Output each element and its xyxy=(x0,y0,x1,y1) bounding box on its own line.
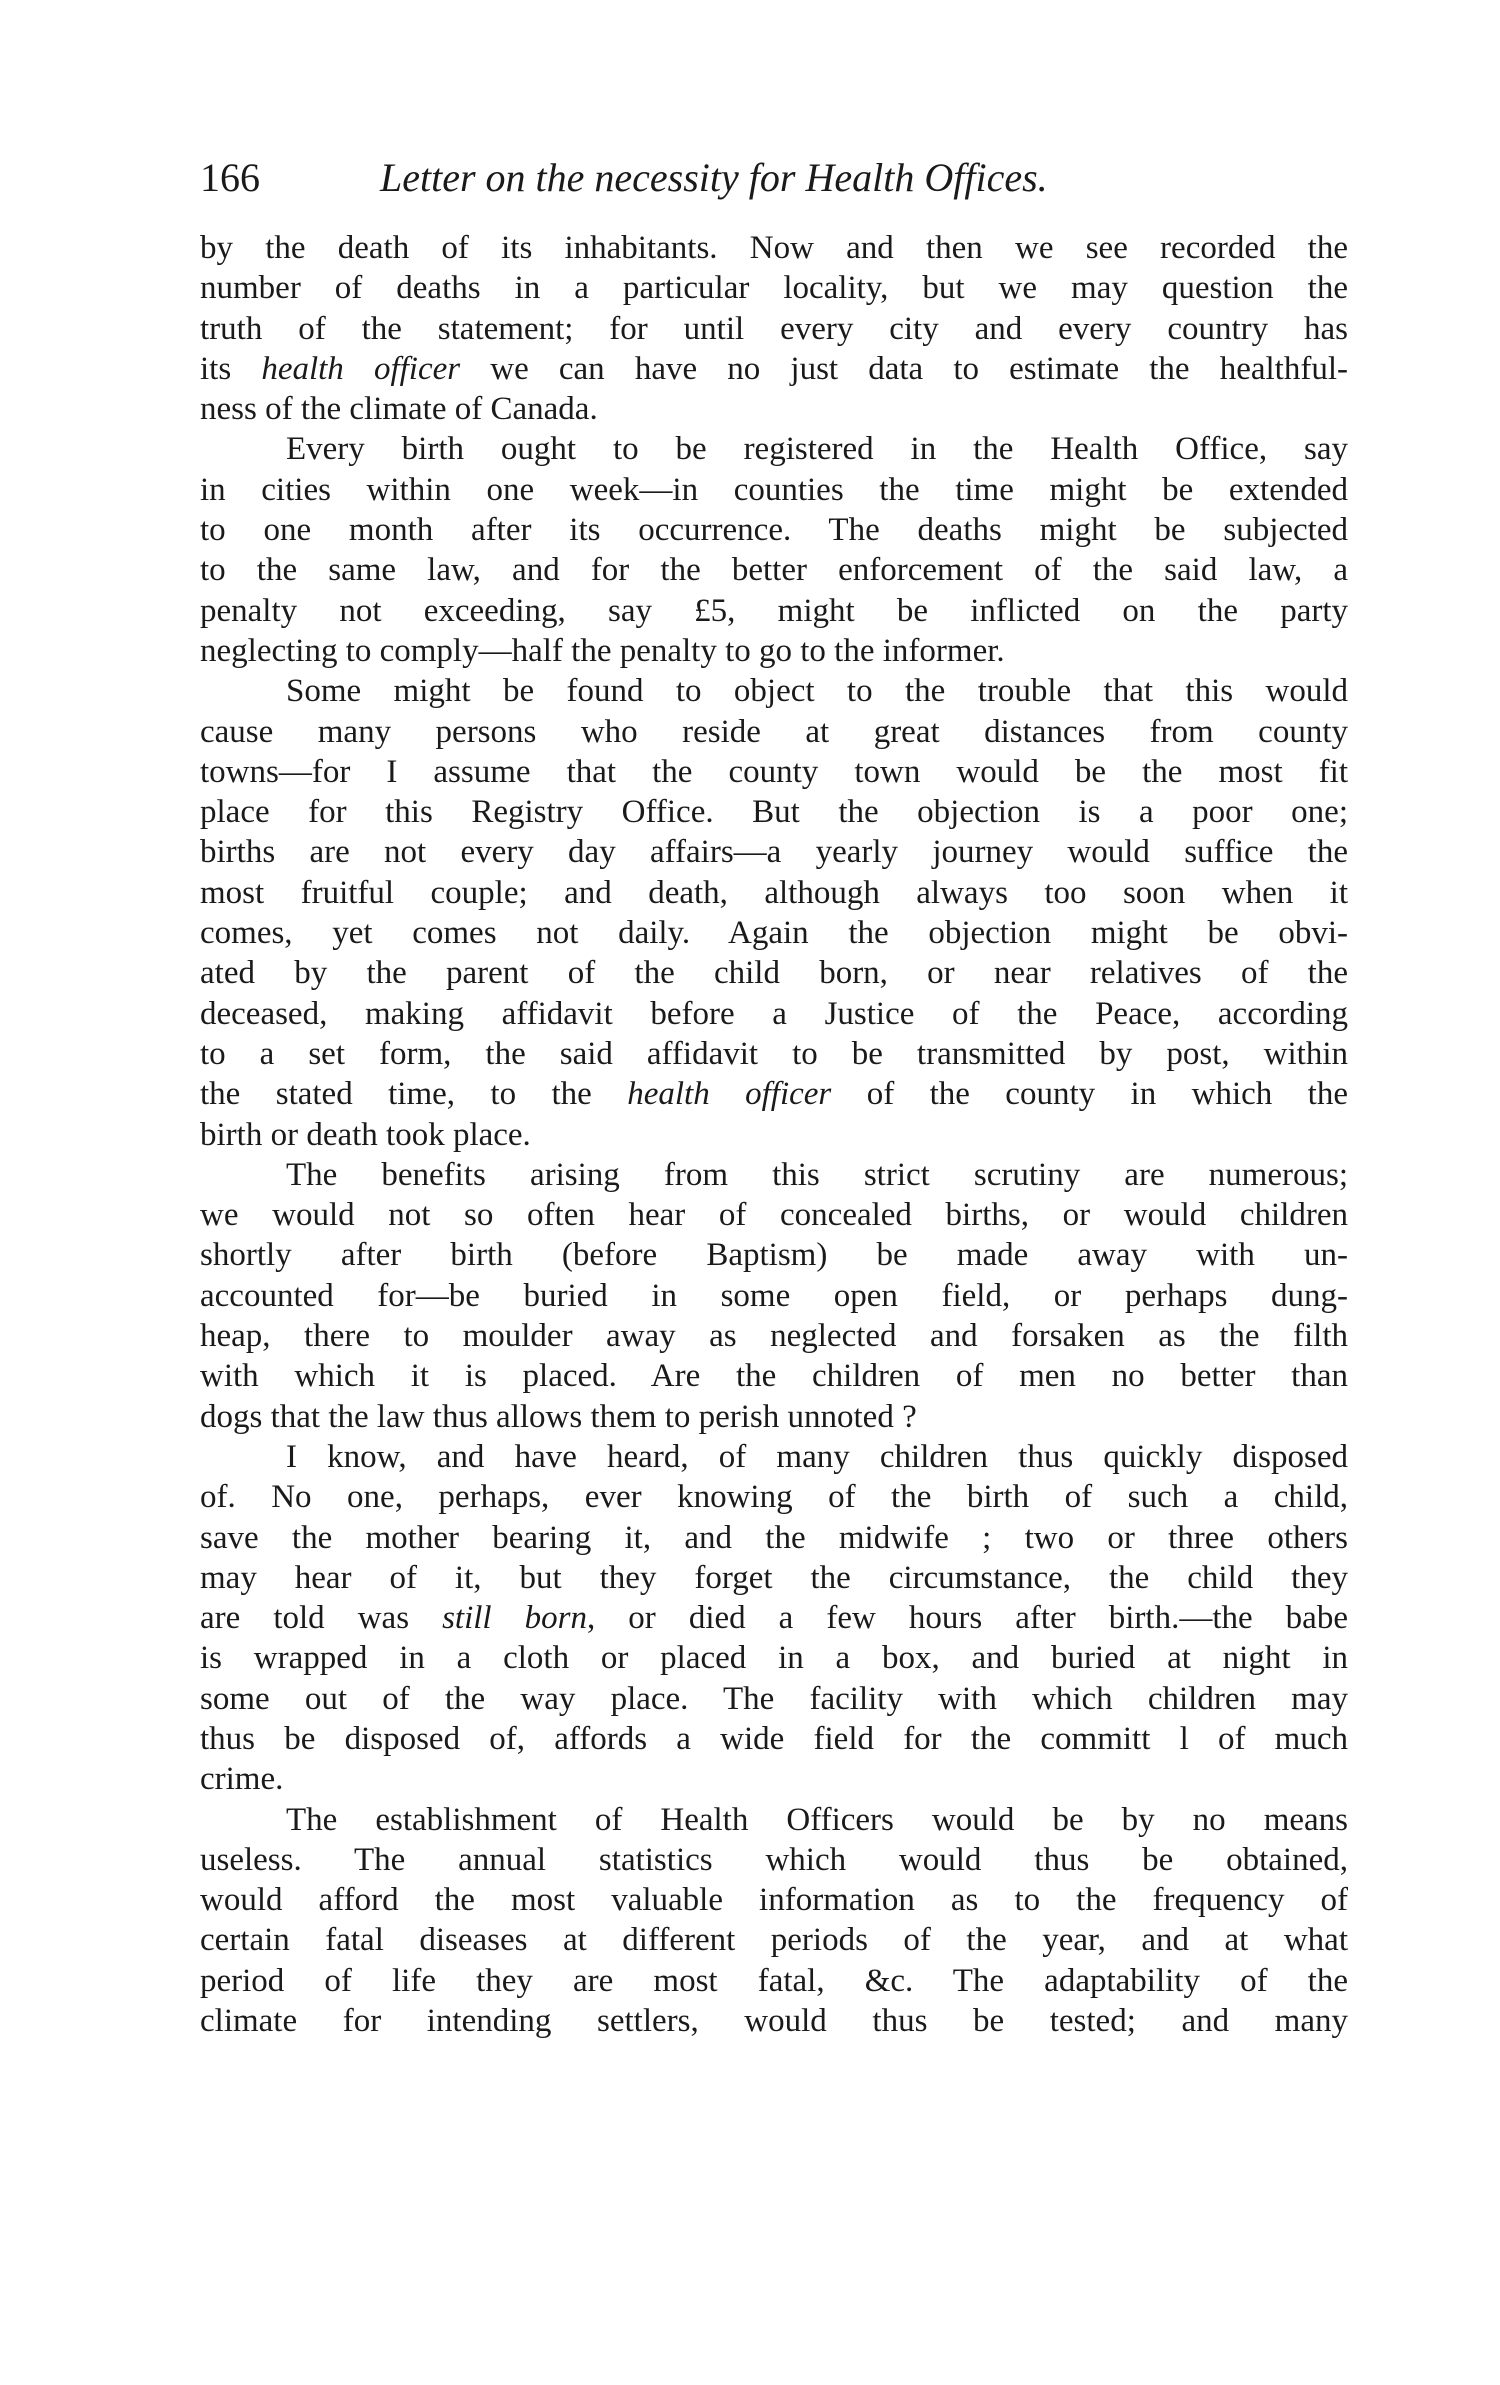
text-line: crime. xyxy=(200,1761,284,1798)
text-line: with which it is placed. Are the children of men no better than xyxy=(200,1358,1348,1395)
text-line: the stated time, to the health officer of the county in which the xyxy=(200,1076,1348,1113)
text-line: to one month after its occurrence. The deaths might be subjected xyxy=(200,512,1348,549)
text-line: The establishment of Health Officers would be by no means xyxy=(286,1801,1348,1838)
text-line: to a set form, the said affidavit to be transmitted by post, within xyxy=(200,1035,1348,1072)
text-line: Every birth ought to be registered in the Health Office, say xyxy=(286,431,1348,468)
text-line: heap, there to moulder away as neglected and forsaken as the filth xyxy=(200,1318,1348,1355)
text-line: births are not every day affairs—a yearly journey would suffice the xyxy=(200,834,1348,871)
text-line: place for this Registry Office. But the objection is a poor one; xyxy=(200,794,1348,831)
text-line: its health officer we can have no just data to estimate the healthful- xyxy=(200,350,1348,387)
text-line: deceased, making affidavit before a Justice of the Peace, according xyxy=(200,995,1348,1032)
text-line: save the mother bearing it, and the midwife ; two or three others xyxy=(200,1519,1348,1556)
text-line: in cities within one week—in counties the time might be extended xyxy=(200,471,1348,508)
text-line: The benefits arising from this strict scrutiny are numerous; xyxy=(286,1156,1348,1193)
text-line: thus be disposed of, affords a wide field for the committ l of much xyxy=(200,1720,1348,1757)
text-line: neglecting to comply—half the penalty to go to the informer. xyxy=(200,632,1005,669)
text-line: period of life they are most fatal, &c. The adaptability of the xyxy=(200,1962,1348,1999)
text-line: towns—for I assume that the county town would be the most fit xyxy=(200,753,1348,790)
text-line: is wrapped in a cloth or placed in a box, and buried at night in xyxy=(200,1640,1348,1677)
text-line: useless. The annual statistics which would thus be obtained, xyxy=(200,1841,1348,1878)
text-line: climate for intending settlers, would thus be tested; and many xyxy=(200,2003,1348,2040)
text-line: cause many persons who reside at great distances from county xyxy=(200,713,1348,750)
text-line: penalty not exceeding, say £5, might be inflicted on the party xyxy=(200,592,1348,629)
text-line: would afford the most valuable information as to the frequency of xyxy=(200,1882,1348,1919)
running-title: Letter on the necessity for Health Offices. xyxy=(380,155,1048,200)
text-line: accounted for—be buried in some open field, or perhaps dung- xyxy=(200,1277,1348,1314)
text-line: shortly after birth (before Baptism) be made away with un- xyxy=(200,1237,1348,1274)
body-text xyxy=(200,228,1348,2041)
text-line: truth of the statement; for until every city and every country has xyxy=(200,310,1348,347)
text-line: dogs that the law thus allows them to perish unnoted ? xyxy=(200,1398,917,1435)
text-line: ness of the climate of Canada. xyxy=(200,391,598,428)
text-line: to the same law, and for the better enforcement of the said law, a xyxy=(200,552,1348,589)
page-number: 166 xyxy=(200,155,260,200)
text-line: certain fatal diseases at different periods of the year, and at what xyxy=(200,1922,1348,1959)
text-line: most fruitful couple; and death, although always too soon when it xyxy=(200,874,1348,911)
text-line: by the death of its inhabitants. Now and then we see recorded the xyxy=(200,230,1348,266)
text-line: are told was still born, or died a few hours after birth.—the babe xyxy=(200,1600,1348,1637)
text-line: comes, yet comes not daily. Again the objection might be obvi- xyxy=(200,915,1348,952)
text-line: some out of the way place. The facility with which children may xyxy=(200,1680,1348,1717)
text-line: Some might be found to object to the trouble that this would xyxy=(286,673,1348,710)
text-line: we would not so often hear of concealed births, or would children xyxy=(200,1197,1348,1234)
text-line: of. No one, perhaps, ever knowing of the birth of such a child, xyxy=(200,1479,1348,1516)
text-line: I know, and have heard, of many children thus quickly disposed xyxy=(286,1438,1348,1475)
running-head xyxy=(200,148,1350,208)
text-line: number of deaths in a particular locality, but we may question the xyxy=(200,270,1348,307)
text-line: ated by the parent of the child born, or near relatives of the xyxy=(200,955,1348,992)
text-line: may hear of it, but they forget the circumstance, the child they xyxy=(200,1559,1348,1596)
text-line: birth or death took place. xyxy=(200,1116,531,1153)
